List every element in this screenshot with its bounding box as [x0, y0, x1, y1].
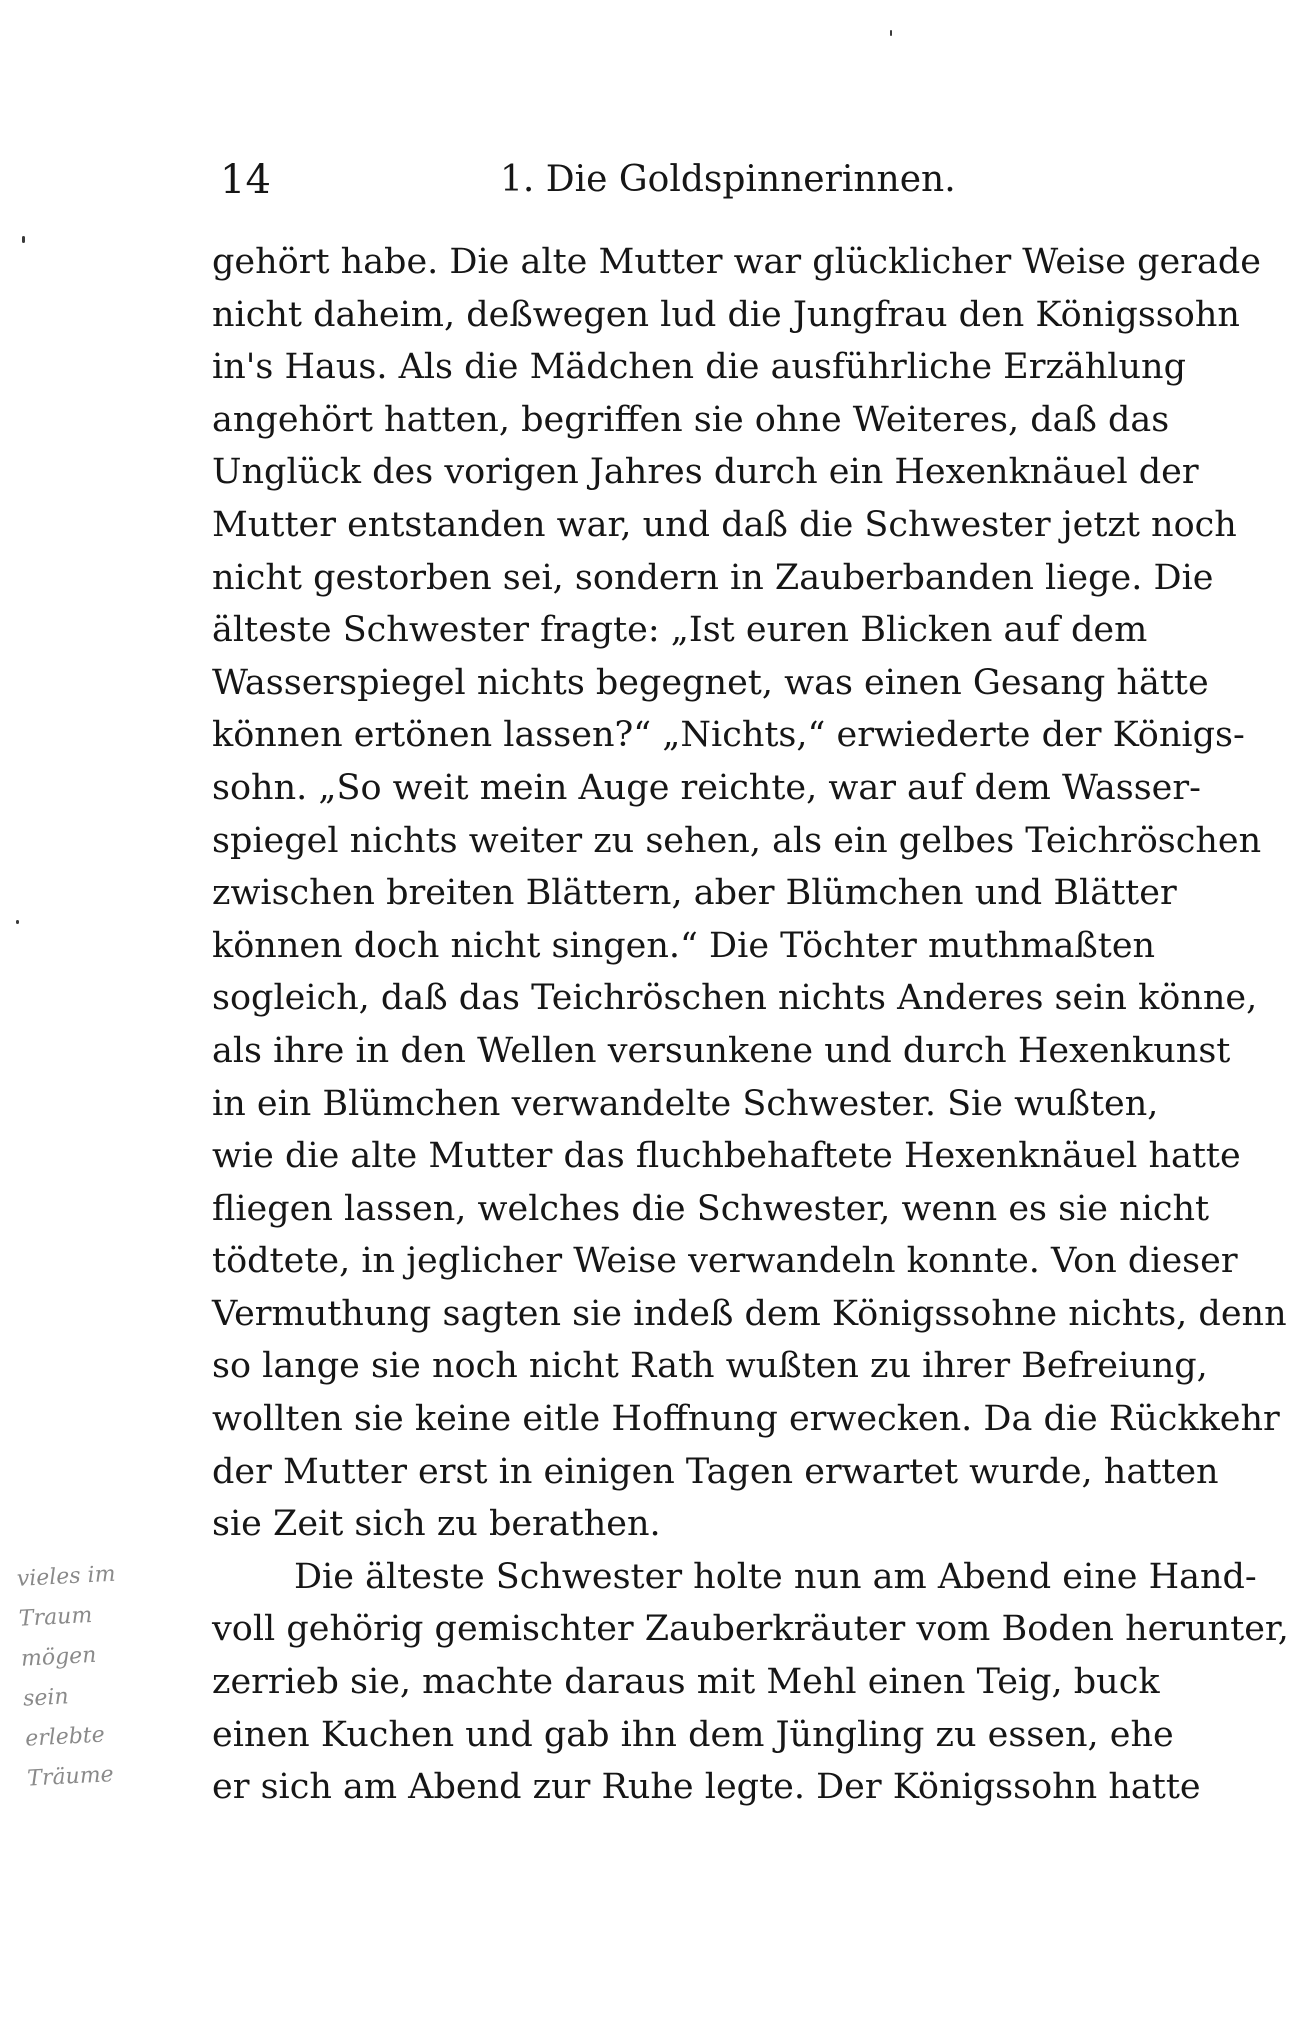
text-line: können doch nicht singen.“ Die Töchter muthmaßten — [212, 925, 1156, 966]
margin-note-line: erlebte — [24, 1722, 106, 1752]
text-line: voll gehörig gemischter Zauberkräuter vom Boden herunter, — [212, 1609, 1289, 1650]
text-line: in ein Blümchen verwandelte Schwester. Sie wußten, — [212, 1083, 1159, 1124]
paper-speck — [890, 30, 892, 36]
text-line: sie Zeit sich zu berathen. — [212, 1504, 661, 1545]
handwritten-margin-note — [16, 1550, 208, 1799]
text-line: tödtete, in jeglicher Weise verwandeln konnte. Von dieser — [212, 1241, 1238, 1282]
page-number: 14 — [220, 157, 271, 203]
text-line: gehört habe. Die alte Mutter war glücklicher Weise gerade — [212, 242, 1261, 282]
text-line: nicht gestorben sei, sondern in Zauberbanden liege. Die — [212, 557, 1214, 598]
text-line: angehört hatten, begriffen sie ohne Weiteres, daß das — [212, 399, 1170, 440]
margin-note-line: sein — [22, 1684, 70, 1712]
paper-speck — [16, 920, 19, 924]
running-title: 1. Die Goldspinnerinnen. — [500, 159, 956, 200]
body-text — [212, 236, 1289, 1814]
text-line: wie die alte Mutter das fluchbehaftete Hexenknäuel hatte — [212, 1136, 1241, 1177]
text-line: so lange sie noch nicht Rath wußten zu ihrer Befreiung, — [212, 1346, 1208, 1387]
text-line: spiegel nichts weiter zu sehen, als ein gelbes Teichröschen — [212, 820, 1262, 861]
text-line: wollten sie keine eitle Hoffnung erwecken. Da die Rückkehr — [212, 1399, 1280, 1440]
text-line: als ihre in den Wellen versunkene und durch Hexenkunst — [212, 1030, 1231, 1071]
text-line: Unglück des vorigen Jahres durch ein Hexenknäuel der — [212, 452, 1199, 493]
page-header — [210, 150, 1140, 210]
text-line: sogleich, daß das Teichröschen nichts Anderes sein könne, — [212, 978, 1258, 1019]
margin-note-line: vieles im — [16, 1561, 117, 1592]
text-line: zwischen breiten Blättern, aber Blümchen und Blätter — [212, 873, 1177, 914]
text-line: Wasserspiegel nichts begegnet, was einen Gesang hätte — [212, 662, 1209, 703]
paper-speck — [22, 236, 25, 243]
text-line: Mutter entstanden war, und daß die Schwester jetzt noch — [212, 504, 1237, 545]
text-line: nicht daheim, deßwegen lud die Jungfrau den Königssohn — [212, 294, 1240, 335]
text-line: Vermuthung sagten sie indeß dem Königssohne nichts, denn — [212, 1293, 1287, 1334]
text-line: er sich am Abend zur Ruhe legte. Der Königssohn hatte — [212, 1767, 1201, 1808]
text-line: fliegen lassen, welches die Schwester, wenn es sie nicht — [212, 1188, 1210, 1229]
text-line: können ertönen lassen?“ „Nichts,“ erwiederte der Königs- — [212, 715, 1245, 756]
text-line: älteste Schwester fragte: „Ist euren Blicken auf dem — [212, 610, 1148, 651]
margin-note-line: Träume — [26, 1762, 115, 1792]
text-line: sohn. „So weit mein Auge reichte, war auf dem Wasser- — [212, 767, 1201, 808]
margin-note-line: mögen — [20, 1642, 97, 1672]
margin-note-line: Traum — [18, 1602, 93, 1632]
text-line: der Mutter erst in einigen Tagen erwartet wurde, hatten — [212, 1451, 1219, 1492]
text-line: einen Kuchen und gab ihn dem Jüngling zu essen, ehe — [212, 1714, 1174, 1755]
text-line: zerrieb sie, machte daraus mit Mehl einen Teig, buck — [212, 1662, 1160, 1703]
text-line: in's Haus. Als die Mädchen die ausführliche Erzählung — [212, 347, 1186, 388]
text-line: Die älteste Schwester holte nun am Abend eine Hand- — [294, 1556, 1257, 1597]
